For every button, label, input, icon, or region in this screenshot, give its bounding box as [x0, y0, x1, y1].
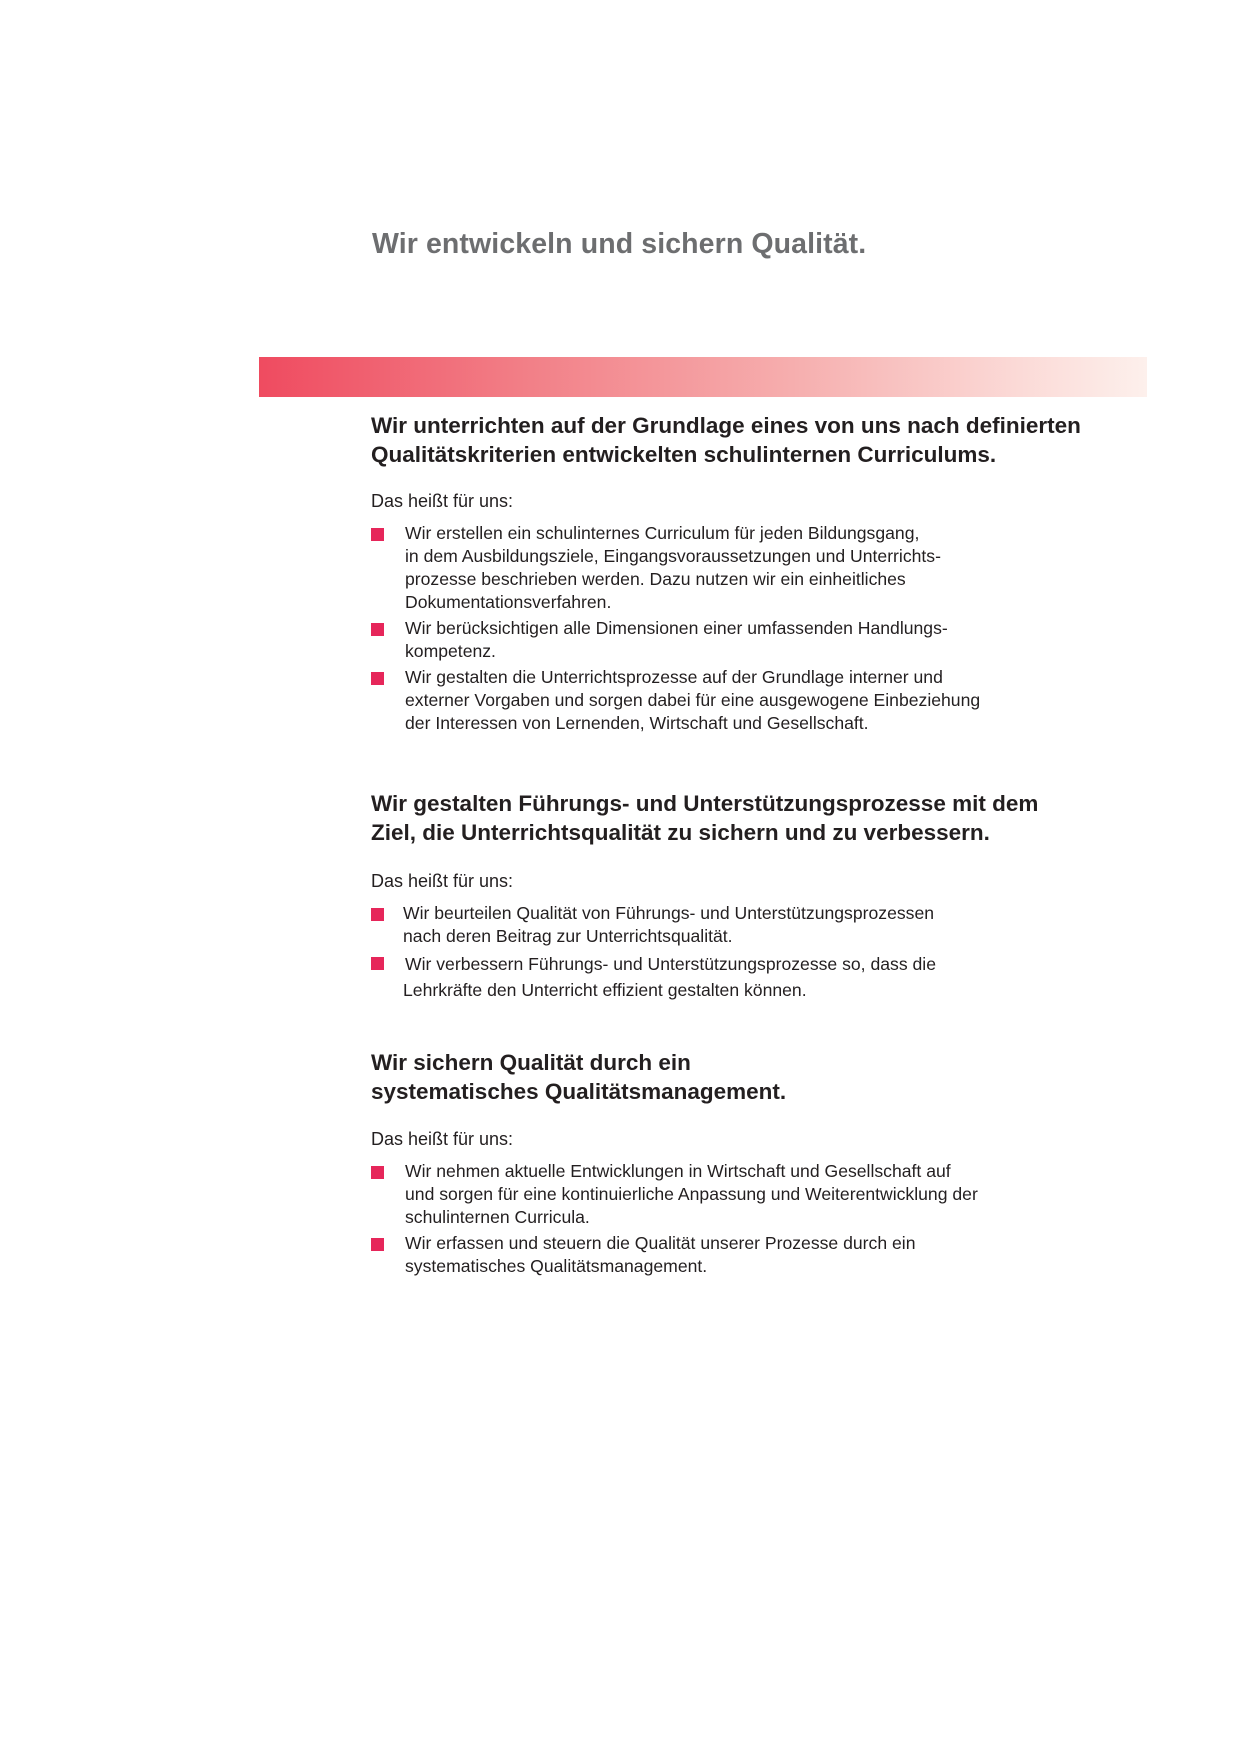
- list-item-line: Wir beurteilen Qualität von Führungs- und Unterstützungsprozessen: [403, 903, 935, 923]
- square-bullet-icon: [371, 957, 384, 970]
- section-intro: Das heißt für uns:: [371, 1129, 514, 1149]
- bullet-list: [371, 1160, 1091, 1278]
- list-item-line: Wir gestalten die Unterrichtsprozesse auf der Grundlage interner und: [405, 667, 943, 687]
- list-item: [371, 951, 1091, 1003]
- square-bullet-icon: [371, 623, 384, 636]
- page-title: Wir entwickeln und sichern Qualität.: [372, 228, 867, 260]
- square-bullet-icon: [371, 672, 384, 685]
- list-item-line: in dem Ausbildungsziele, Eingangsvoraussetzungen und Unterrichts-: [405, 546, 941, 566]
- list-item-line: Lehrkräfte den Unterricht effizient gestalten können.: [403, 980, 807, 1000]
- bullet-list: [371, 902, 1091, 1003]
- list-item-line: kompetenz.: [405, 641, 496, 661]
- bullet-list: [371, 522, 1091, 735]
- square-bullet-icon: [371, 528, 384, 541]
- list-item-line: der Interessen von Lernenden, Wirtschaft und Gesellschaft.: [405, 713, 869, 733]
- square-bullet-icon: [371, 908, 384, 921]
- list-item: [371, 666, 1091, 735]
- list-item-line: Wir verbessern Führungs- und Unterstützungsprozesse so, dass die: [405, 954, 936, 974]
- list-item: [371, 617, 1091, 663]
- section-heading-line: Qualitätskriterien entwickelten schulinternen Curriculums.: [371, 442, 997, 467]
- list-item-line: nach deren Beitrag zur Unterrichtsqualität.: [403, 926, 733, 946]
- section-heading-line: Wir unterrichten auf der Grundlage eines von uns nach definierten: [371, 413, 1081, 438]
- list-item-line: Wir erstellen ein schulinternes Curriculum für jeden Bildungsgang,: [405, 523, 920, 543]
- list-item: [371, 902, 1091, 948]
- section-heading: [371, 411, 1091, 469]
- list-item-line: und sorgen für eine kontinuierliche Anpassung und Weiterentwicklung der: [405, 1184, 978, 1204]
- list-item-line: schulinternen Curricula.: [405, 1207, 590, 1227]
- section-heading-line: systematisches Qualitätsmanagement.: [371, 1079, 787, 1104]
- square-bullet-icon: [371, 1166, 384, 1179]
- section-heading: [371, 789, 1091, 847]
- list-item: [371, 1232, 1091, 1278]
- section-processes: [371, 789, 1091, 1006]
- section-intro: Das heißt für uns:: [371, 871, 514, 891]
- list-item-line: systematisches Qualitätsmanagement.: [405, 1256, 708, 1276]
- section-intro: Das heißt für uns:: [371, 491, 514, 511]
- list-item-line: Wir berücksichtigen alle Dimensionen einer umfassenden Handlungs-: [405, 618, 948, 638]
- section-heading: [371, 1048, 1091, 1106]
- list-item-line: Wir erfassen und steuern die Qualität unserer Prozesse durch ein: [405, 1233, 916, 1253]
- section-quality-management: [371, 1048, 1091, 1281]
- list-item-line: Wir nehmen aktuelle Entwicklungen in Wirtschaft und Gesellschaft auf: [405, 1161, 951, 1181]
- list-item-line: Dokumentationsverfahren.: [405, 592, 612, 612]
- section-heading-line: Wir gestalten Führungs- und Unterstützungsprozesse mit dem: [371, 791, 1039, 816]
- section-curriculum: [371, 411, 1091, 738]
- list-item-line: prozesse beschrieben werden. Dazu nutzen wir ein einheitliches: [405, 569, 906, 589]
- gradient-divider-bar: [259, 357, 1147, 397]
- section-heading-line: Wir sichern Qualität durch ein: [371, 1050, 691, 1075]
- list-item: [371, 522, 1091, 614]
- list-item: [371, 1160, 1091, 1229]
- list-item-line: externer Vorgaben und sorgen dabei für eine ausgewogene Einbeziehung: [405, 690, 981, 710]
- square-bullet-icon: [371, 1238, 384, 1251]
- section-heading-line: Ziel, die Unterrichtsqualität zu sichern und zu verbessern.: [371, 820, 990, 845]
